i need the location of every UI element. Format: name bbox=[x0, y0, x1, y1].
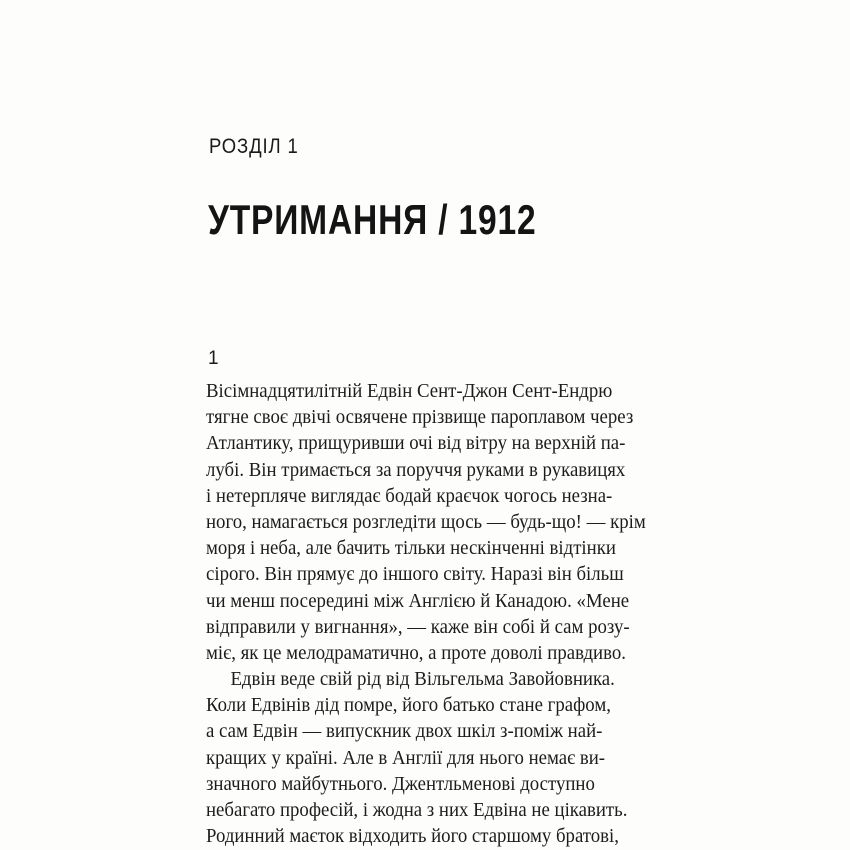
text-line: міє, як це мелодраматично, а проте доволі правдиво. bbox=[206, 641, 626, 664]
text-line: небагато професій, і жодна з них Едвіна не цікавить. bbox=[206, 799, 628, 821]
body-text bbox=[206, 378, 666, 849]
text-line: Едвін веде свій рід від Вільгельма Завойовника. bbox=[230, 668, 615, 691]
text-line: значного майбутнього. Джентльменові доступно bbox=[206, 772, 595, 795]
section-number: 1 bbox=[208, 348, 219, 369]
text-line: лубі. Він тримається за поруччя руками в рукавицях bbox=[206, 458, 626, 481]
text-line: відправили у вигнання», — каже він собі й сам розу- bbox=[206, 615, 630, 638]
text-line: і нетерпляче виглядає бодай краєчок чогось незна- bbox=[206, 484, 613, 507]
text-line: а сам Едвін — випускник двох шкіл з-поміж най- bbox=[206, 720, 603, 743]
text-line: Родинний маєток відходить його старшому братові, bbox=[206, 825, 619, 848]
chapter-title: УТРИМАННЯ / 1912 bbox=[208, 196, 537, 243]
text-line: Атлантику, прищуривши очі від вітру на верхній па- bbox=[206, 432, 626, 455]
text-line: чи менш посередині між Англією й Канадою. «Мене bbox=[206, 589, 630, 612]
text-line: Вісімнадцятилітній Едвін Сент-Джон Сент-Ендрю bbox=[206, 380, 613, 402]
text-line: кращих у країні. Але в Англії для нього немає ви- bbox=[206, 746, 606, 769]
text-line: сірого. Він прямує до іншого світу. Наразі він більш bbox=[206, 563, 624, 586]
text-line: моря і неба, але бачить тільки нескінченні відтінки bbox=[206, 537, 616, 560]
text-line: Коли Едвінів дід помре, його батько стане графом, bbox=[206, 694, 611, 717]
text-line: ного, намагається розгледіти щось — будь-що! — крім bbox=[206, 510, 646, 533]
text-line: тягне своє двічі освячене прізвище пароплавом через bbox=[206, 406, 634, 429]
chapter-label: РОЗДІЛ 1 bbox=[209, 135, 299, 158]
